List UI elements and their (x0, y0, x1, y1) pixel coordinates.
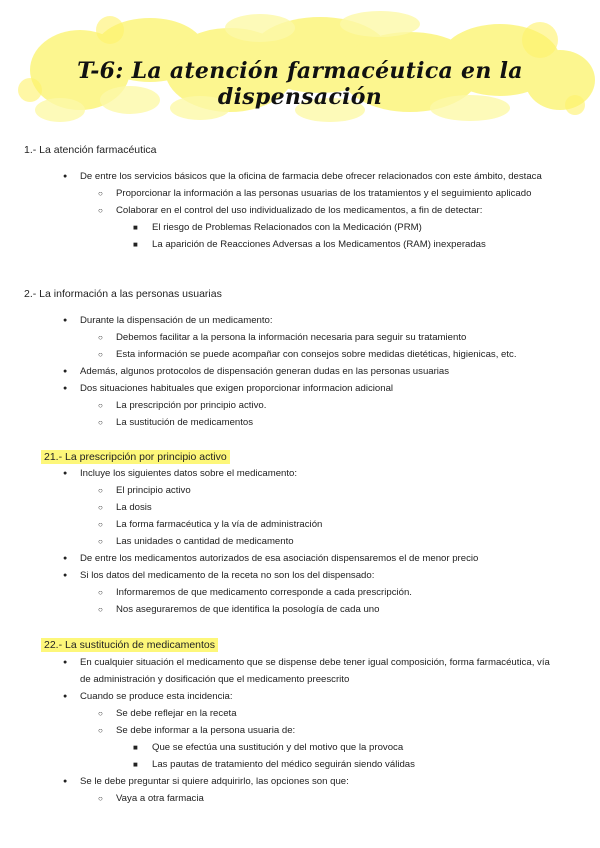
list-item: ■ Que se efectúa una sustitución y del motivo que la provoca (0, 739, 600, 756)
list-item: ○ Colaborar en el control del uso individualizado de los medicamentos, a fin de detectar: (0, 202, 600, 219)
section-informacion-usuarias (0, 287, 600, 431)
list-item: ○ Esta información se puede acompañar con consejos sobre medidas dietéticas, higienicas, etc. (0, 346, 600, 363)
section-atencion-farmaceutica (0, 143, 600, 253)
list-item: ○ Se debe informar a la persona usuaria de: (0, 722, 600, 739)
section-title: 2.- La información a las personas usuarias (24, 288, 222, 300)
section-title: 1.- La atención farmacéutica (24, 144, 157, 156)
subsection-title: 22.- La sustitución de medicamentos (41, 638, 218, 652)
list-item: ○ Se debe reflejar en la receta (0, 705, 600, 722)
list-item: ○ Informaremos de que medicamento corresponde a cada prescripción. (0, 584, 600, 601)
bullet-list (0, 654, 600, 807)
bullet-list (0, 168, 600, 253)
bullet-list (0, 312, 600, 431)
list-item: ■ El riesgo de Problemas Relacionados con la Medicación (PRM) (0, 219, 600, 236)
list-item: ● De entre los medicamentos autorizados de esa asociación dispensaremos el de menor precio (0, 550, 600, 567)
list-item: ○ Las unidades o cantidad de medicamento (0, 533, 600, 550)
list-item: ○ La prescripción por principio activo. (0, 397, 600, 414)
list-item: ○ Nos aseguraremos de que identifica la posología de cada uno (0, 601, 600, 618)
list-item: ● Cuando se produce esta incidencia: (0, 688, 600, 705)
list-item: ○ Proporcionar la información a las personas usuarias de los tratamientos y el seguimiento aplicado (0, 185, 600, 202)
list-item: ● Además, algunos protocolos de dispensación generan dudas en las personas usuarias (0, 363, 600, 380)
list-item: ● De entre los servicios básicos que la oficina de farmacia debe ofrecer relacionados con este ámbito, destaca (0, 168, 600, 185)
list-item: ○ El principio activo (0, 482, 600, 499)
page-title: T-6: La atención farmacéutica en la dispensación (77, 58, 523, 110)
list-item: ● Dos situaciones habituales que exigen proporcionar informacion adicional (0, 380, 600, 397)
section-sustitucion-medicamentos (0, 635, 600, 807)
list-item: ● En cualquier situación el medicamento que se dispense debe tener igual composición, forma farmacéutica, vía de administración y dosificación que el medicamento preescrito (0, 654, 600, 688)
list-item: ○ La dosis (0, 499, 600, 516)
list-item: ● Incluye los siguientes datos sobre el medicamento: (0, 465, 600, 482)
list-item: ○ La forma farmacéutica y la vía de administración (0, 516, 600, 533)
list-item: ● Se le debe preguntar si quiere adquirirlo, las opciones son que: (0, 773, 600, 790)
section-prescripcion-principio-activo (0, 447, 600, 618)
list-item: ○ Debemos facilitar a la persona la información necesaria para seguir su tratamiento (0, 329, 600, 346)
list-item: ● Si los datos del medicamento de la receta no son los del dispensado: (0, 567, 600, 584)
list-item: ○ Vaya a otra farmacia (0, 790, 600, 807)
subsection-title: 21.- La prescripción por principio activo (41, 450, 230, 464)
list-item: ● Durante la dispensación de un medicamento: (0, 312, 600, 329)
list-item: ■ Las pautas de tratamiento del médico seguirán siendo válidas (0, 756, 600, 773)
bullet-list (0, 465, 600, 618)
list-item: ■ La aparición de Reacciones Adversas a los Medicamentos (RAM) inexperadas (0, 236, 600, 253)
list-item: ○ La sustitución de medicamentos (0, 414, 600, 431)
